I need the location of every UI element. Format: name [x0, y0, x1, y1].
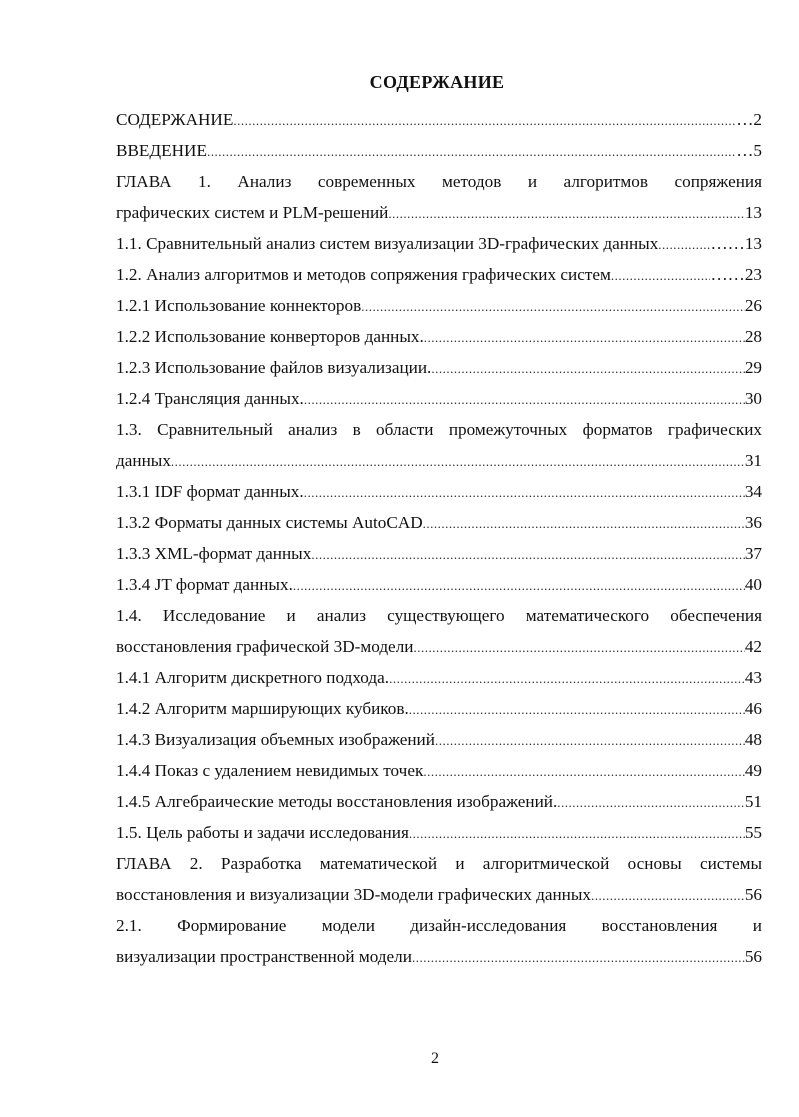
toc-entry-page: 46: [744, 699, 762, 718]
toc-entry-title: 1.1. Сравнительный анализ систем визуализации 3D-графических данных: [116, 234, 659, 253]
toc-entry-page: 36: [744, 513, 762, 532]
toc-entry-page: ……23: [710, 265, 762, 284]
dot-leader: [304, 384, 745, 414]
toc-entry-lead-text: 1.4. Исследование и анализ существующего математического обеспечения: [116, 606, 762, 625]
dot-leader: [304, 477, 745, 507]
toc-entry-page: 49: [744, 761, 762, 780]
toc-entry-line: [116, 383, 762, 414]
toc-entry-title: 1.4.1 Алгоритм дискретного подхода.: [116, 668, 390, 687]
toc-entry-page: 42: [744, 637, 762, 656]
toc-entry-line: [116, 321, 762, 352]
toc-entry[interactable]: [116, 724, 762, 755]
dot-leader: [171, 446, 745, 476]
dot-leader: [388, 198, 744, 228]
toc-entry-lead-text: 1.3. Сравнительный анализ в области промежуточных форматов графических: [116, 420, 762, 439]
toc-entry-page: …5: [736, 141, 762, 160]
toc-entry[interactable]: [116, 662, 762, 693]
toc-entry-title: данных: [116, 451, 171, 470]
toc-entry-line: [116, 476, 762, 507]
toc-entry-lead-text: 2.1. Формирование модели дизайн-исследования восстановления и: [116, 916, 762, 935]
toc-entry-title: восстановления графической 3D-модели: [116, 637, 414, 656]
toc-entry-line: [116, 259, 762, 290]
toc-entry[interactable]: [116, 755, 762, 786]
dot-leader: [557, 787, 745, 817]
toc-entry-line: [116, 197, 762, 228]
toc-entry-page: 56: [744, 947, 762, 966]
toc-entry-line: [116, 941, 762, 972]
toc-entry-title: 1.2.2 Использование конверторов данных.: [116, 327, 424, 346]
toc-entry[interactable]: [116, 910, 762, 972]
toc-entry-page: 40: [744, 575, 762, 594]
toc-entry[interactable]: [116, 104, 762, 135]
toc-entry-page: 43: [744, 668, 762, 687]
toc-entry-line: [116, 135, 762, 166]
dot-leader: [423, 508, 745, 538]
toc-entry[interactable]: [116, 600, 762, 662]
toc-entry-page: 29: [744, 358, 762, 377]
toc-entry-line: [116, 538, 762, 569]
toc-entry[interactable]: [116, 786, 762, 817]
toc-entry-line: [116, 693, 762, 724]
toc-entry-title: 1.3.1 IDF формат данных.: [116, 482, 304, 501]
toc-entry-page: 48: [744, 730, 762, 749]
toc-entry-page: 34: [744, 482, 762, 501]
toc-entry[interactable]: [116, 228, 762, 259]
toc-entry-title: ВВЕДЕНИЕ: [116, 141, 207, 160]
toc-entry-line: [116, 290, 762, 321]
toc-entry[interactable]: [116, 817, 762, 848]
toc-entry-title: 1.2.1 Использование коннекторов: [116, 296, 362, 315]
dot-leader: [409, 818, 745, 848]
toc-entry-title: графических систем и PLM-решений: [116, 203, 389, 222]
toc-entry-line: [116, 569, 762, 600]
toc-entry-page: 26: [744, 296, 762, 315]
toc-entry-title: 1.4.2 Алгоритм марширующих кубиков.: [116, 699, 409, 718]
toc-entry[interactable]: [116, 383, 762, 414]
toc-entry[interactable]: [116, 259, 762, 290]
table-of-contents: [116, 104, 762, 972]
toc-entry-title: 1.4.4 Показ с удалением невидимых точек: [116, 761, 424, 780]
toc-entry[interactable]: [116, 321, 762, 352]
toc-entry-page: …2: [736, 110, 762, 129]
dot-leader: [413, 632, 744, 662]
toc-entry[interactable]: [116, 538, 762, 569]
dot-leader: [424, 322, 745, 352]
dot-leader: [311, 539, 744, 569]
toc-entry-title: 1.5. Цель работы и задачи исследования: [116, 823, 409, 842]
dot-leader: [423, 756, 745, 786]
dot-leader: [389, 663, 745, 693]
dot-leader: [207, 136, 736, 166]
dot-leader: [361, 291, 745, 321]
toc-entry-title: 1.4.5 Алгебраические методы восстановления изображений.: [116, 792, 558, 811]
toc-entry-line: [116, 755, 762, 786]
dot-leader: [409, 694, 745, 724]
dot-leader: [611, 260, 711, 290]
dot-leader: [435, 725, 745, 755]
toc-entry-page: 51: [744, 792, 762, 811]
toc-entry-page: 37: [744, 544, 762, 563]
toc-entry-line: [116, 786, 762, 817]
toc-entry-title: 1.2. Анализ алгоритмов и методов сопряжения графических систем: [116, 265, 611, 284]
toc-entry[interactable]: [116, 290, 762, 321]
toc-entry[interactable]: [116, 166, 762, 228]
toc-entry-line: [116, 445, 762, 476]
toc-entry-page: 28: [744, 327, 762, 346]
toc-entry[interactable]: [116, 693, 762, 724]
toc-entry-line: [116, 631, 762, 662]
toc-entry-page: 31: [744, 451, 762, 470]
toc-entry-line: [116, 817, 762, 848]
toc-entry-title: 1.2.4 Трансляция данных.: [116, 389, 304, 408]
toc-entry-title: визуализации пространственной модели: [116, 947, 412, 966]
toc-entry-line: [116, 228, 762, 259]
toc-entry-page: 13: [744, 203, 762, 222]
toc-entry-page: 55: [744, 823, 762, 842]
dot-leader: [591, 880, 745, 910]
dot-leader: [293, 570, 745, 600]
toc-entry-line: [116, 662, 762, 693]
toc-entry-line: [116, 352, 762, 383]
toc-entry[interactable]: [116, 352, 762, 383]
toc-entry-lead-text: ГЛАВА 2. Разработка математической и алгоритмической основы системы: [116, 854, 762, 873]
toc-entry[interactable]: [116, 569, 762, 600]
toc-entry-title: 1.3.4 JT формат данных.: [116, 575, 293, 594]
toc-entry-line: [116, 507, 762, 538]
dot-leader: [658, 229, 710, 259]
toc-entry-title: 1.3.2 Форматы данных системы AutoCAD: [116, 513, 423, 532]
toc-entry-page: 30: [744, 389, 762, 408]
dot-leader: [412, 942, 745, 972]
dot-leader: [431, 353, 744, 383]
toc-entry-title: СОДЕРЖАНИЕ: [116, 110, 234, 129]
toc-entry-title: 1.3.3 XML-формат данных: [116, 544, 312, 563]
toc-entry[interactable]: [116, 848, 762, 910]
toc-entry-page: 56: [744, 885, 762, 904]
toc-entry-lead-text: ГЛАВА 1. Анализ современных методов и алгоритмов сопряжения: [116, 172, 762, 191]
page-title: СОДЕРЖАНИЕ: [369, 72, 505, 92]
toc-entry[interactable]: [116, 414, 762, 476]
toc-entry[interactable]: [116, 135, 762, 166]
toc-entry-title: восстановления и визуализации 3D-модели графических данных: [116, 885, 592, 904]
toc-entry[interactable]: [116, 476, 762, 507]
dot-leader: [233, 105, 736, 135]
toc-entry-title: 1.2.3 Использование файлов визуализации.: [116, 358, 432, 377]
toc-entry-line: [116, 879, 762, 910]
toc-entry-title: 1.4.3 Визуализация объемных изображений: [116, 730, 435, 749]
toc-entry[interactable]: [116, 507, 762, 538]
toc-entry-line: [116, 104, 762, 135]
toc-entry-line: [116, 724, 762, 755]
toc-entry-page: ……13: [710, 234, 762, 253]
page-number: 2: [431, 1050, 439, 1067]
